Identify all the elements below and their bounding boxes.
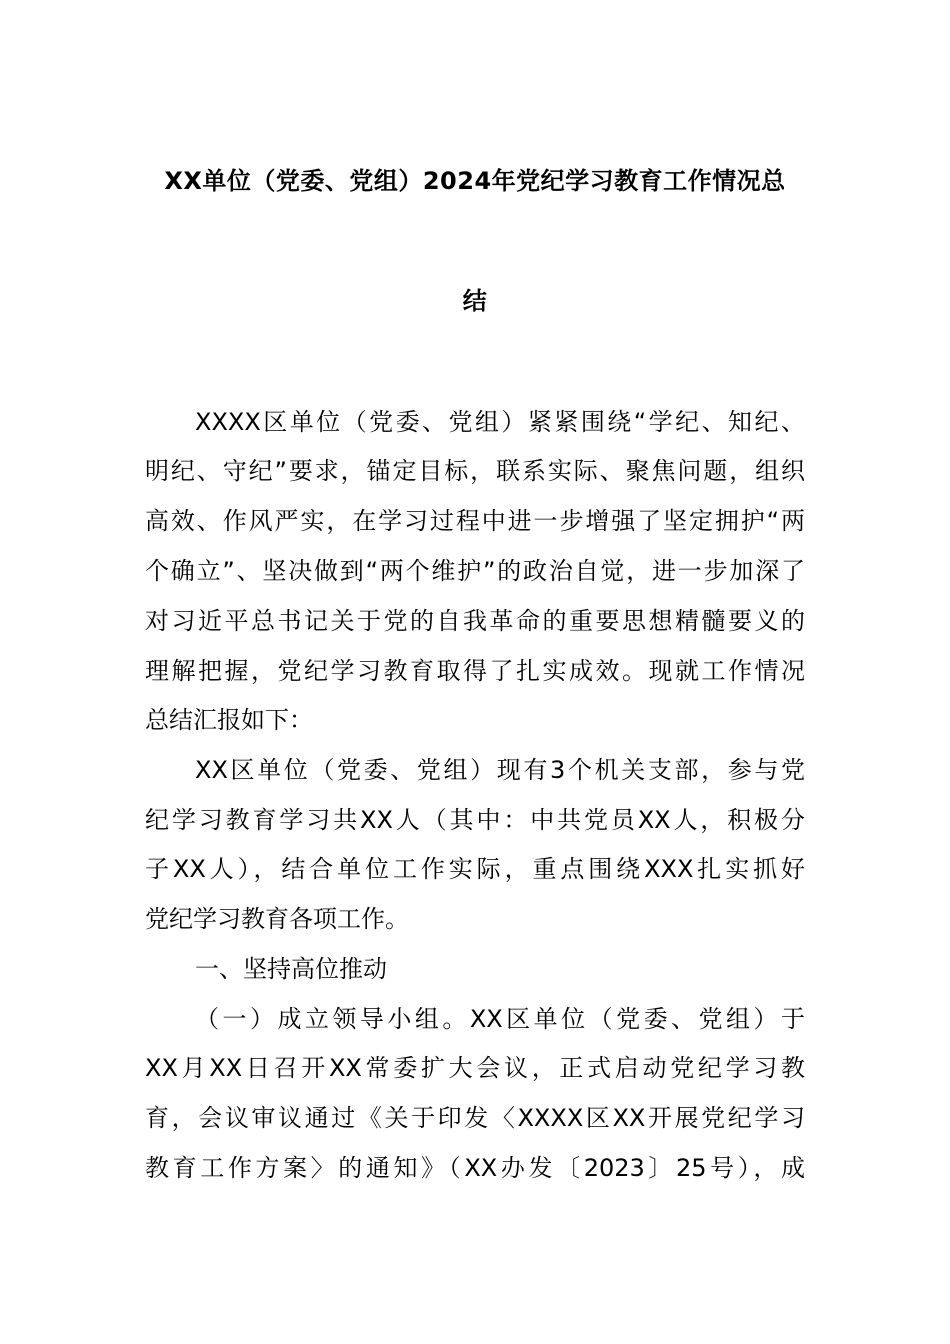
- paragraph-1-line-5: 对习近平总书记关于党的自我革命的重要思想精髓要义的: [145, 607, 805, 635]
- paragraph-1-line-4: 个确立”、坚决做到“两个维护”的政治自觉，进一步加深了: [145, 557, 805, 585]
- paragraph-4-line-3: 育，会议审议通过《关于印发〈XXXX区XX开展党纪学习: [145, 1104, 805, 1132]
- paragraph-4-line-2: XX月XX日召开XX常委扩大会议，正式启动党纪学习教: [145, 1054, 805, 1082]
- paragraph-4-line-1: （一）成立领导小组。XX区单位（党委、党组）于: [195, 1005, 805, 1033]
- paragraph-2-line-3: 子XX人），结合单位工作实际，重点围绕XXX扎实抓好: [145, 855, 805, 883]
- paragraph-4-line-4: 教育工作方案〉的通知》（XX办发〔2023〕25号），成: [145, 1154, 805, 1182]
- section-heading-1: 一、坚持高位推动: [195, 955, 387, 983]
- document-title-line-1: XX单位（党委、党组）2024年党纪学习教育工作情况总: [164, 167, 786, 195]
- paragraph-1-line-1: XXXX区单位（党委、党组）紧紧围绕“学纪、知纪、: [195, 408, 805, 436]
- paragraph-1-line-2: 明纪、守纪”要求，锚定目标，联系实际、聚焦问题，组织: [145, 457, 805, 485]
- paragraph-2-line-4: 党纪学习教育各项工作。: [145, 905, 409, 933]
- paragraph-1-line-3: 高效、作风严实，在学习过程中进一步增强了坚定拥护“两: [145, 507, 805, 535]
- paragraph-2-line-2: 纪学习教育学习共XX人（其中：中共党员XX人，积极分: [145, 806, 805, 834]
- paragraph-2-line-1: XX区单位（党委、党组）现有3个机关支部，参与党: [195, 756, 805, 784]
- paragraph-1-line-7: 总结汇报如下：: [145, 706, 313, 734]
- paragraph-1-line-6: 理解把握，党纪学习教育取得了扎实成效。现就工作情况: [145, 657, 805, 685]
- document-title-line-2: 结: [462, 287, 488, 315]
